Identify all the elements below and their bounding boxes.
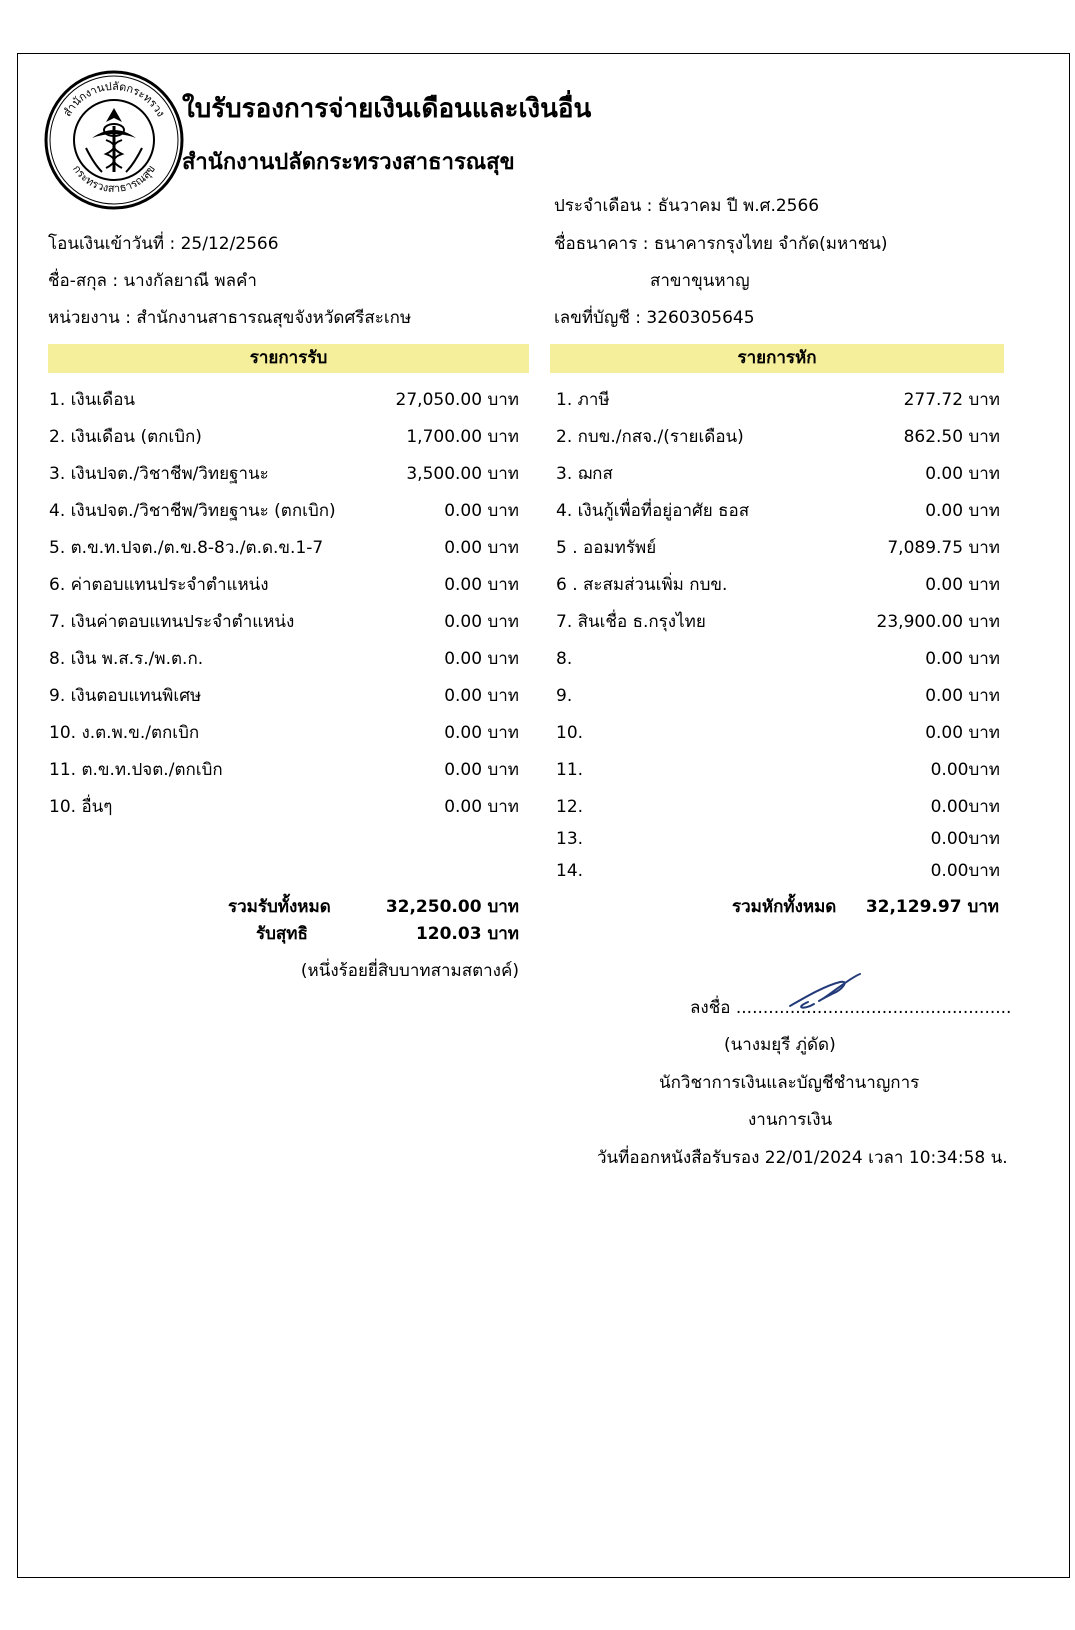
income-label: 7. เงินค่าตอบแทนประจำตำแหน่ง (49, 612, 295, 632)
svg-text:สำนักงานปลัดกระทรวง: สำนักงานปลัดกระทรวง (60, 79, 168, 120)
deduction-amount: 0.00 บาท (925, 686, 1000, 706)
deduction-label: 14. (556, 861, 584, 881)
deduction-label: 9. (556, 686, 573, 706)
account-number: เลขที่บัญชี : 3260305645 (554, 308, 755, 328)
net-pay-amount: 120.03 บาท (415, 924, 519, 944)
work-unit: หน่วยงาน : สำนักงานสาธารณสุขจังหวัดศรีสะเกษ (48, 308, 412, 328)
organization-name: สำนักงานปลัดกระทรวงสาธารณสุข (182, 150, 515, 175)
income-amount: 3,500.00 บาท (406, 464, 519, 484)
income-total-label: รวมรับทั้งหมด (228, 897, 331, 917)
deduction-label: 4. เงินกู้เพื่อที่อยู่อาศัย ธอส (556, 501, 750, 521)
deduction-row (556, 461, 1000, 487)
income-row (49, 683, 519, 709)
income-row (49, 646, 519, 672)
issued-timestamp: วันที่ออกหนังสือรับรอง 22/01/2024 เวลา 10:34:58 น. (597, 1148, 1008, 1168)
signer-name: (นางมยุรี ภู่ดัด) (724, 1035, 836, 1055)
income-label: 4. เงินปจต./วิชาชีพ/วิทยฐานะ (ตกเบิก) (49, 501, 336, 521)
income-label: 5. ต.ข.ท.ปจต./ต.ข.8-8ว./ต.ด.ข.1-7 (49, 538, 324, 558)
deductions-header: รายการหัก (550, 344, 1004, 373)
deduction-row (556, 498, 1000, 524)
transfer-date: โอนเงินเข้าวันที่ : 25/12/2566 (48, 234, 279, 254)
deduction-amount: 0.00บาท (930, 797, 1000, 817)
income-label: 1. เงินเดือน (49, 390, 136, 410)
deduction-amount: 0.00 บาท (925, 501, 1000, 521)
bank-branch: สาขาขุนหาญ (650, 271, 750, 291)
deduction-row (556, 387, 1000, 413)
deduction-row (556, 683, 1000, 709)
deduction-row (556, 535, 1000, 561)
deduction-amount: 0.00บาท (930, 760, 1000, 780)
deduction-row (556, 858, 1000, 884)
income-amount: 0.00 บาท (444, 575, 519, 595)
deduction-amount: 7,089.75 บาท (887, 538, 1000, 558)
deduction-row (556, 572, 1000, 598)
income-row (49, 387, 519, 413)
deduction-row (556, 609, 1000, 635)
net-pay-words: (หนึ่งร้อยยี่สิบบาทสามสตางค์) (300, 961, 519, 981)
income-amount: 1,700.00 บาท (406, 427, 519, 447)
deduction-row (556, 720, 1000, 746)
deduction-label: 6 . สะสมส่วนเพิ่ม กบข. (556, 575, 728, 595)
pay-month: ประจำเดือน : ธันวาคม ปี พ.ศ.2566 (554, 196, 820, 216)
income-row (49, 720, 519, 746)
income-amount: 0.00 บาท (444, 723, 519, 743)
income-total-amount: 32,250.00 บาท (385, 897, 519, 917)
income-label: 6. ค่าตอบแทนประจำตำแหน่ง (49, 575, 269, 595)
signer-position: นักวิชาการเงินและบัญชีชำนาญการ (659, 1073, 920, 1093)
income-header: รายการรับ (48, 344, 529, 373)
deduction-row (556, 424, 1000, 450)
deduction-label: 7. สินเชื่อ ธ.กรุงไทย (556, 612, 706, 632)
net-pay-label: รับสุทธิ (256, 924, 308, 944)
income-amount: 0.00 บาท (444, 649, 519, 669)
deduction-label: 12. (556, 797, 584, 817)
deduction-label: 8. (556, 649, 573, 669)
income-row (49, 498, 519, 524)
income-amount: 0.00 บาท (444, 760, 519, 780)
deduction-label: 2. กบข./กสจ./(รายเดือน) (556, 427, 744, 447)
income-label: 10. ง.ต.พ.ข./ตกเบิก (49, 723, 200, 743)
income-label: 11. ต.ข.ท.ปจต./ตกเบิก (49, 760, 223, 780)
deduction-amount: 0.00บาท (930, 861, 1000, 881)
deduction-amount: 0.00 บาท (925, 723, 1000, 743)
deduction-amount: 0.00 บาท (925, 649, 1000, 669)
income-amount: 0.00 บาท (444, 538, 519, 558)
income-amount: 0.00 บาท (444, 797, 519, 817)
income-amount: 0.00 บาท (444, 501, 519, 521)
income-amount: 27,050.00 บาท (395, 390, 519, 410)
deduction-amount: 277.72 บาท (903, 390, 1000, 410)
income-label: 10. อื่นๆ (49, 797, 113, 817)
deductions-total-label: รวมหักทั้งหมด (732, 897, 837, 917)
svg-text:กระทรวงสาธารณสุข: กระทรวงสาธารณสุข (70, 162, 158, 196)
deduction-label: 13. (556, 829, 584, 849)
bank-name: ชื่อธนาคาร : ธนาคารกรุงไทย จำกัด(มหาชน) (554, 234, 888, 254)
deduction-amount: 862.50 บาท (903, 427, 1000, 447)
income-amount: 0.00 บาท (444, 612, 519, 632)
employee-name: ชื่อ-สกุล : นางกัลยาณี พลคำ (48, 271, 257, 291)
certificate-page (17, 53, 1070, 1578)
income-row (49, 757, 519, 783)
handwritten-signature (784, 968, 864, 1014)
income-label: 9. เงินตอบแทนพิเศษ (49, 686, 202, 706)
deduction-label: 10. (556, 723, 584, 743)
income-row (49, 609, 519, 635)
income-row (49, 461, 519, 487)
document-title: ใบรับรองการจ่ายเงินเดือนและเงินอื่น (182, 94, 592, 124)
income-label: 3. เงินปจต./วิชาชีพ/วิทยฐานะ (49, 464, 269, 484)
deduction-row (556, 826, 1000, 852)
deduction-label: 3. ฌกส (556, 464, 613, 484)
deduction-amount: 0.00บาท (930, 829, 1000, 849)
income-row (49, 572, 519, 598)
deduction-row (556, 794, 1000, 820)
deduction-amount: 0.00 บาท (925, 464, 1000, 484)
ministry-seal-icon (42, 68, 186, 212)
deduction-amount: 23,900.00 บาท (876, 612, 1000, 632)
deduction-label: 11. (556, 760, 584, 780)
income-row (49, 424, 519, 450)
income-label: 2. เงินเดือน (ตกเบิก) (49, 427, 202, 447)
income-amount: 0.00 บาท (444, 686, 519, 706)
signer-department: งานการเงิน (748, 1110, 833, 1130)
deduction-row (556, 646, 1000, 672)
deduction-label: 5 . ออมทรัพย์ (556, 538, 657, 558)
deduction-amount: 0.00 บาท (925, 575, 1000, 595)
deduction-label: 1. ภาษี (556, 390, 610, 410)
deductions-total-amount: 32,129.97 บาท (865, 897, 999, 917)
income-row (49, 535, 519, 561)
income-label: 8. เงิน พ.ส.ร./พ.ต.ก. (49, 649, 204, 669)
signature-line: ลงชื่อ ................................................... (690, 998, 1012, 1018)
income-row (49, 794, 519, 820)
deduction-row (556, 757, 1000, 783)
